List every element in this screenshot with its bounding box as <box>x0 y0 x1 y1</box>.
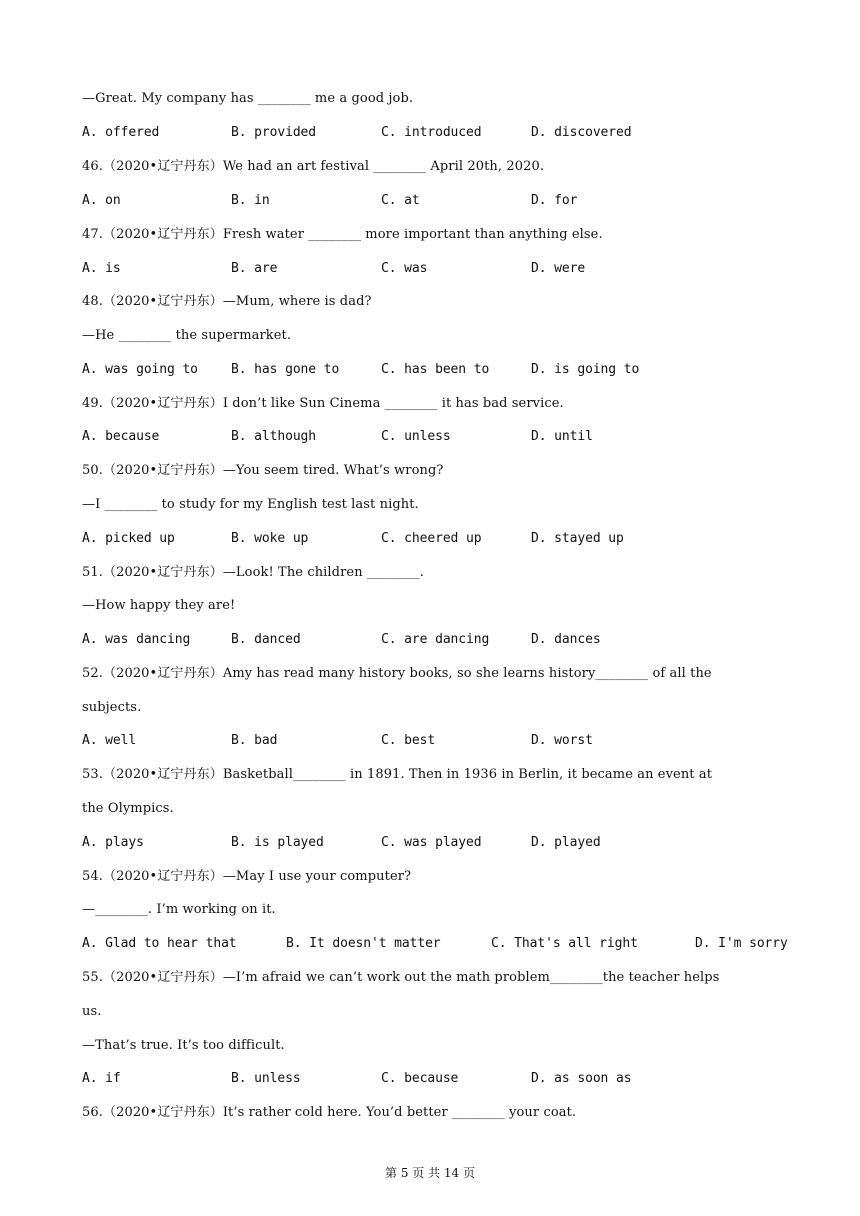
options-row <box>82 529 782 549</box>
option-b: B. bad <box>231 733 278 748</box>
question-line: the Olympics. <box>82 801 174 816</box>
option-d: D. for <box>531 193 578 208</box>
option-b: B. in <box>231 193 270 208</box>
option-a: A. was going to <box>82 362 198 377</box>
option-b: B. is played <box>231 835 324 850</box>
page-footer: 第 5 页 共 14 页 <box>385 1166 475 1180</box>
option-c: C. has been to <box>381 362 490 377</box>
question-line: —Great. My company has ________ me a good job. <box>82 91 414 106</box>
option-d: D. were <box>531 261 586 276</box>
option-a: A. if <box>82 1071 121 1086</box>
option-d: D. discovered <box>531 125 632 140</box>
option-b: B. It doesn't matter <box>286 936 441 951</box>
options-row <box>82 630 782 650</box>
options-row <box>82 191 782 211</box>
options-row <box>82 123 782 143</box>
option-a: A. on <box>82 193 121 208</box>
option-d: D. until <box>531 429 593 444</box>
question-48: 48.（2020•辽宁丹东）—Mum, where is dad? <box>82 294 372 309</box>
question-line: —I ________ to study for my English test last night. <box>82 497 419 512</box>
question-56: 56.（2020•辽宁丹东）It’s rather cold here. You’d better ________ your coat. <box>82 1105 577 1120</box>
option-c: C. cheered up <box>381 531 482 546</box>
question-50: 50.（2020•辽宁丹东）—You seem tired. What’s wrong? <box>82 463 444 478</box>
options-row <box>82 360 782 380</box>
option-c: C. introduced <box>381 125 482 140</box>
question-55: 55.（2020•辽宁丹东）—I’m afraid we can’t work out the math problem________the teacher helps <box>82 970 720 985</box>
options-row <box>82 259 782 279</box>
question-line: —________. I’m working on it. <box>82 902 276 917</box>
option-d: D. worst <box>531 733 593 748</box>
option-c: C. because <box>381 1071 459 1086</box>
question-53: 53.（2020•辽宁丹东）Basketball________ in 1891. Then in 1936 in Berlin, it became an event at <box>82 767 713 782</box>
question-line: —That’s true. It’s too difficult. <box>82 1038 285 1053</box>
option-c: C. unless <box>381 429 451 444</box>
question-54: 54.（2020•辽宁丹东）—May I use your computer? <box>82 869 412 884</box>
option-a: A. well <box>82 733 137 748</box>
option-b: B. unless <box>231 1071 301 1086</box>
option-c: C. at <box>381 193 420 208</box>
question-line: us. <box>82 1004 102 1019</box>
option-a: A. offered <box>82 125 160 140</box>
options-row <box>82 1069 782 1089</box>
option-b: B. woke up <box>231 531 309 546</box>
options-row <box>82 427 782 447</box>
option-c: C. That's all right <box>491 936 638 951</box>
option-c: C. was <box>381 261 428 276</box>
option-d: D. played <box>531 835 601 850</box>
question-line: —How happy they are! <box>82 598 236 613</box>
option-c: C. best <box>381 733 436 748</box>
option-b: B. are <box>231 261 278 276</box>
question-49: 49.（2020•辽宁丹东）I don’t like Sun Cinema ________ it has bad service. <box>82 396 564 411</box>
option-a: A. was dancing <box>82 632 191 647</box>
options-row <box>82 934 788 954</box>
option-a: A. because <box>82 429 160 444</box>
option-a: A. picked up <box>82 531 175 546</box>
option-b: B. has gone to <box>231 362 340 377</box>
option-c: C. was played <box>381 835 482 850</box>
option-b: B. danced <box>231 632 301 647</box>
option-d: D. I'm sorry <box>695 936 788 951</box>
option-d: D. as soon as <box>531 1071 632 1086</box>
option-a: A. Glad to hear that <box>82 936 237 951</box>
option-d: D. dances <box>531 632 601 647</box>
question-47: 47.（2020•辽宁丹东）Fresh water ________ more important than anything else. <box>82 227 603 242</box>
option-a: A. is <box>82 261 121 276</box>
question-line: subjects. <box>82 700 142 715</box>
option-d: D. stayed up <box>531 531 624 546</box>
option-b: B. provided <box>231 125 316 140</box>
option-d: D. is going to <box>531 362 640 377</box>
option-c: C. are dancing <box>381 632 490 647</box>
question-52: 52.（2020•辽宁丹东）Amy has read many history books, so she learns history________ of all the <box>82 666 712 681</box>
question-line: —He ________ the supermarket. <box>82 328 292 343</box>
options-row <box>82 833 782 853</box>
options-row <box>82 731 782 751</box>
option-a: A. plays <box>82 835 144 850</box>
question-46: 46.（2020•辽宁丹东）We had an art festival ________ April 20th, 2020. <box>82 159 545 174</box>
option-b: B. although <box>231 429 316 444</box>
question-51: 51.（2020•辽宁丹东）—Look! The children ________. <box>82 565 424 580</box>
